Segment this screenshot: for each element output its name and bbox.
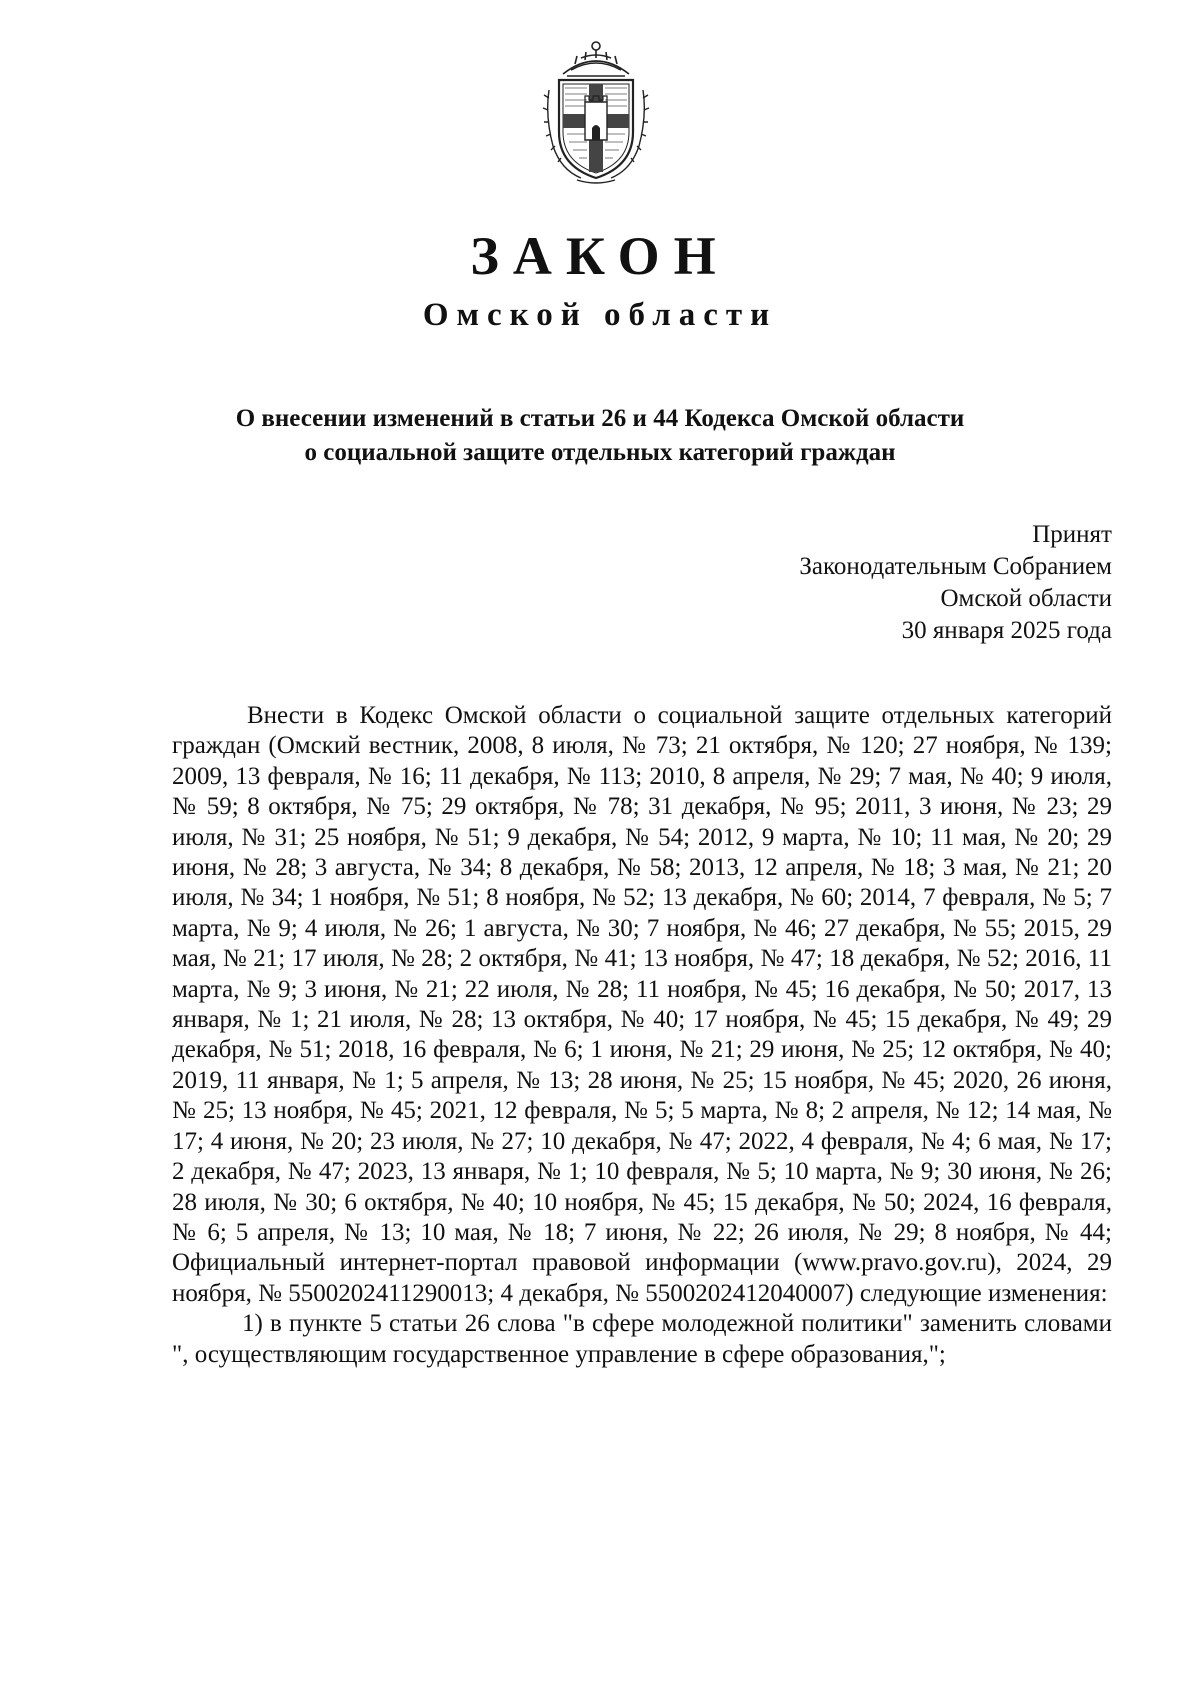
- law-heading-line-2: о социальной защите отдельных категорий граждан: [304, 439, 896, 466]
- law-heading-line-1: О внесении изменений в статьи 26 и 44 Кодекса Омской области: [235, 405, 965, 432]
- adoption-date: 30 января 2025 года: [901, 617, 1112, 644]
- body-text: [172, 701, 1112, 1370]
- adoption-line: Законодательным Собранием: [799, 553, 1112, 580]
- adoption-line: Принят: [1032, 521, 1112, 548]
- amendment-preamble-paragraph: Внести в Кодекс Омской области о социальной защите отдельных категорий граждан (Омский вестник, 2008, 8 июля, № 73; 21 октября, № 120; 27 ноября, № 139; 2009, 13 февраля, № 16; 11 декабря, № 113; 2010, 8 апреля, № 29; 7 мая, № 40; 9 июля, № 59; 8 октября, № 75; 29 октября, № 78; 31 декабря, № 95; 2011, 3 июня, № 23; 29 июля, № 31; 25 ноября, № 51; 9 декабря, № 54; 2012, 9 марта, № 10; 11 мая, № 20; 29 июня, № 28; 3 августа, № 34; 8 декабря, № 58; 2013, 12 апреля, № 18; 3 мая, № 21; 20 июля, № 34; 1 ноября, № 51; 8 ноября, № 52; 13 декабря, № 60; 2014, 7 февраля, № 5; 7 марта, № 9; 4 июля, № 26; 1 августа, № 30; 7 ноября, № 46; 27 декабря, № 55; 2015, 29 мая, № 21; 17 июля, № 28; 2 октября, № 41; 13 ноября, № 47; 18 декабря, № 52; 2016, 11 марта, № 9; 3 июня, № 21; 22 июля, № 28; 11 ноября, № 45; 16 декабря, № 50; 2017, 13 января, № 1; 21 июля, № 28; 13 октября, № 40; 17 ноября, № 45; 15 декабря, № 49; 29 декабря, № 51; 2018, 16 февраля, № 6; 1 июня, № 21; 29 июня, № 25; 12 октября, № 40; 2019, 11 января, № 1; 5 апреля, № 13; 28 июня, № 25; 15 ноября, № 45; 2020, 26 июня, № 25; 13 ноября, № 45; 2021, 12 февраля, № 5; 5 марта, № 8; 2 апреля, № 12; 14 мая, № 17; 4 июня, № 20; 23 июля, № 27; 10 декабря, № 47; 2022, 4 февраля, № 4; 6 мая, № 17; 2 декабря, № 47; 2023, 13 января, № 1; 10 февраля, № 5; 10 марта, № 9; 30 июня, № 26; 28 июля, № 30; 6 октября, № 40; 10 ноября, № 45; 15 декабря, № 50; 2024, 16 февраля, № 6; 5 апреля, № 13; 10 мая, № 18; 7 июня, № 22; 26 июля, № 29; 8 ноября, № 44; Официальный интернет-портал правовой информации (www.pravo.gov.ru), 2024, 29 ноября, № 5500202411290013; 4 декабря, № 5500202412040007) следующие изменения:: [172, 702, 1112, 1307]
- adoption-line: Омской области: [940, 585, 1112, 612]
- amendment-item-1: 1) в пункте 5 статьи 26 слова "в сфере молодежной политики" заменить словами ", осуществляющим государственное управление в сфере образования,";: [172, 1310, 1112, 1368]
- document-title: ЗАКОН: [470, 226, 730, 286]
- adoption-block: [799, 519, 1112, 647]
- coat-of-arms-icon: [541, 36, 651, 184]
- document-subtitle: Омской области: [422, 297, 778, 333]
